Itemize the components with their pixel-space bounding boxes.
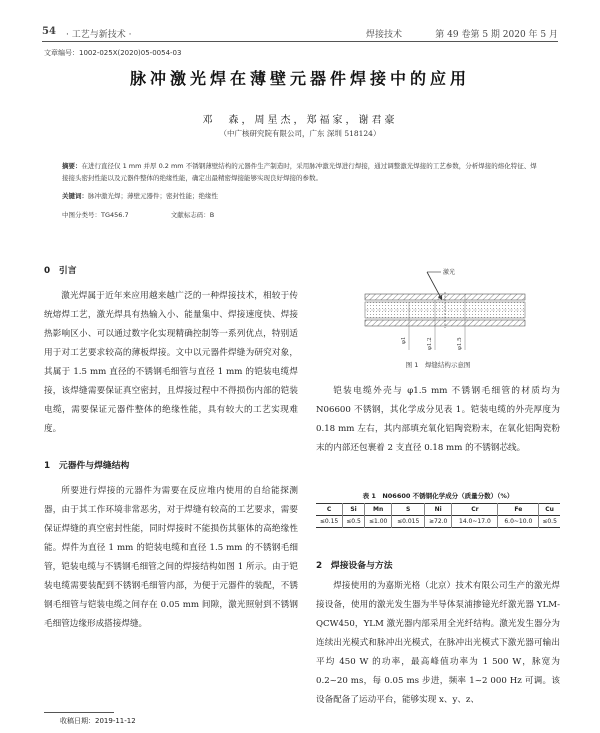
- section-0-heading: 0 引言: [44, 266, 77, 276]
- authors: 邓 森，周星杰，郑福家，谢君豪: [202, 115, 398, 126]
- abstract: [62, 160, 542, 184]
- section-0-text: 激光焊属于近年来应用越来越广泛的一种焊接技术，相较于传统熔焊工艺，激光焊具有热输入小、能量集中、焊接速度快、焊接热影响区小、可以通过数字化实现精确控制等一系列优点，特别适用于对工艺要求较高的薄板焊接。文中以元器件焊缝为研究对象，其属于 1.5 mm 直径的不锈钢毛细管与直径 1 mm 的铠装电缆焊接，该焊缝需要保证真空密封，且焊接过程中不得损伤内部的铠装电缆，需要保证元器件整体的绝缘性能，具有较大的工艺实现难度。: [44, 291, 298, 434]
- table-cell: ≥72.0: [425, 516, 452, 528]
- table-row: [316, 516, 560, 528]
- clc-number: 中图分类号：TG456.7: [62, 211, 129, 219]
- table-cell: ≤1.00: [365, 516, 392, 528]
- running-header: [42, 26, 558, 42]
- materials-text: 铠装电缆外壳与 φ1.5 mm 不锈钢毛细管的材质均为 N06600 不锈钢，其化学成分见表 1。铠装电缆的外壳厚度为 0.18 mm 左右，其内部填充氧化铝陶瓷粉末，在氧化铝陶瓷粉末的内部还包裹着 2 支直径 0.18 mm 的不锈钢芯线。: [316, 386, 560, 453]
- table-cell: ≤0.5: [343, 516, 365, 528]
- received-date: 收稿日期：2019-11-12: [60, 717, 136, 725]
- table-header-cell: S: [392, 504, 425, 516]
- table-header-row: [316, 504, 560, 516]
- equipment-text: 焊接使用的为嘉斯光格（北京）技术有限公司生产的激光焊接设备，使用的激光发生器为半导体泵浦掺镱光纤激光器 YLM-QCW450，YLM 激光器内部采用全光纤结构。激光发生器分为连续出光模式和脉冲出光模式，在脉冲出光模式下激光器可输出平均 450 W 的功率，最高峰值功率为 1 500 W，脉宽为 0.2~20 ms，每 0.05 ms 步进，频率 1~2 000 Hz 可调。该设备配备了运动平台，能够实现 x、y、z、: [316, 581, 560, 705]
- table-header-cell: Cu: [539, 504, 560, 516]
- table-cell: 14.0~17.0: [452, 516, 498, 528]
- table-cell: ≤0.5: [539, 516, 560, 528]
- classification: [62, 209, 542, 221]
- dim-phi-1-2: φ1.2: [427, 337, 433, 350]
- dim-phi-1: φ1: [401, 336, 407, 344]
- keywords-label: 关键词：: [62, 192, 88, 200]
- keywords: [62, 190, 542, 202]
- left-column: [44, 262, 298, 634]
- table-header-cell: Cr: [452, 504, 498, 516]
- journal-name: 焊接技术: [366, 30, 403, 40]
- table-header-cell: Fe: [498, 504, 539, 516]
- dim-phi-1-5: φ1.5: [457, 337, 463, 350]
- document-code: 文献标志码：B: [170, 211, 215, 219]
- section-2-heading: 2 焊接设备与方法: [316, 561, 393, 571]
- right-column-para-2: [316, 577, 560, 710]
- header-rule: [42, 41, 558, 42]
- table-header-cell: Mn: [365, 504, 392, 516]
- table-header-cell: Si: [343, 504, 365, 516]
- right-column-para-1: [316, 382, 560, 458]
- figure-1-caption: 图 1 焊缝结构示意图: [405, 361, 471, 369]
- paper-title: 脉冲激光焊在薄壁元器件焊接中的应用: [129, 69, 470, 88]
- weld-structure-figure: [345, 262, 545, 358]
- table-cell: ≤0.15: [319, 518, 339, 525]
- table-header-cell: C: [326, 506, 332, 513]
- keywords-text: 脉冲激光焊；薄壁元器件；密封性能；绝缘性: [88, 192, 218, 200]
- section-1-text: 所要进行焊接的元器件为需要在反应堆内使用的自给能探测器，由于其工作环境非常恶劣，对于焊缝有较高的工艺要求，需要保证焊缝的真空密封性能，同时焊接时不能损伤其躯体的高绝缘性能。焊件为直径 1 mm 的铠装电缆和直径 1.5 mm 的不锈钢毛细管，铠装电缆与不锈钢毛细管之间的焊接结构如图 1 所示。由于铠装电缆需要装配到不锈钢毛细管内部，为便于元器件的装配，不锈钢毛细管与铠装电缆之间存在 0.05 mm 间隙，激光照射到不锈钢毛细管边缘形成搭接焊缝。: [44, 486, 298, 629]
- table-cell: 6.0~10.0: [498, 516, 539, 528]
- page-number: 54: [42, 26, 56, 37]
- abstract-text: 在进行直径仅 1 mm 并厚 0.2 mm 不锈钢薄壁结构的元器件生产制造时，采用脉冲激光焊进行焊接，通过调整激光焊接的工艺参数，分析焊接的熔化特征、焊接接头密封性能以及元器件整体的绝缘性能，确定出最精密焊接能够实现良好焊接的参数。: [62, 162, 537, 182]
- section-1-heading: 1 元器件与焊缝结构: [44, 461, 130, 471]
- table-header-cell: Ni: [425, 504, 452, 516]
- composition-table: [316, 503, 560, 528]
- footnote-rule: [44, 712, 114, 713]
- laser-label: 激光: [443, 269, 456, 276]
- section-label: · 工艺与新技术 ·: [66, 30, 132, 40]
- affiliation: （中广核研究院有限公司，广东 深圳 518124）: [219, 129, 381, 138]
- volume-info: 第 49 卷第 5 期 2020 年 5 月: [435, 30, 558, 40]
- article-number: 文章编号：1002-025X(2020)05-0054-03: [44, 49, 182, 57]
- table-cell: ≤0.015: [392, 516, 425, 528]
- table-1-caption: 表 1 N06600 不锈钢化学成分（质量分数）（%）: [362, 492, 514, 500]
- abstract-label: 摘要：: [62, 162, 82, 170]
